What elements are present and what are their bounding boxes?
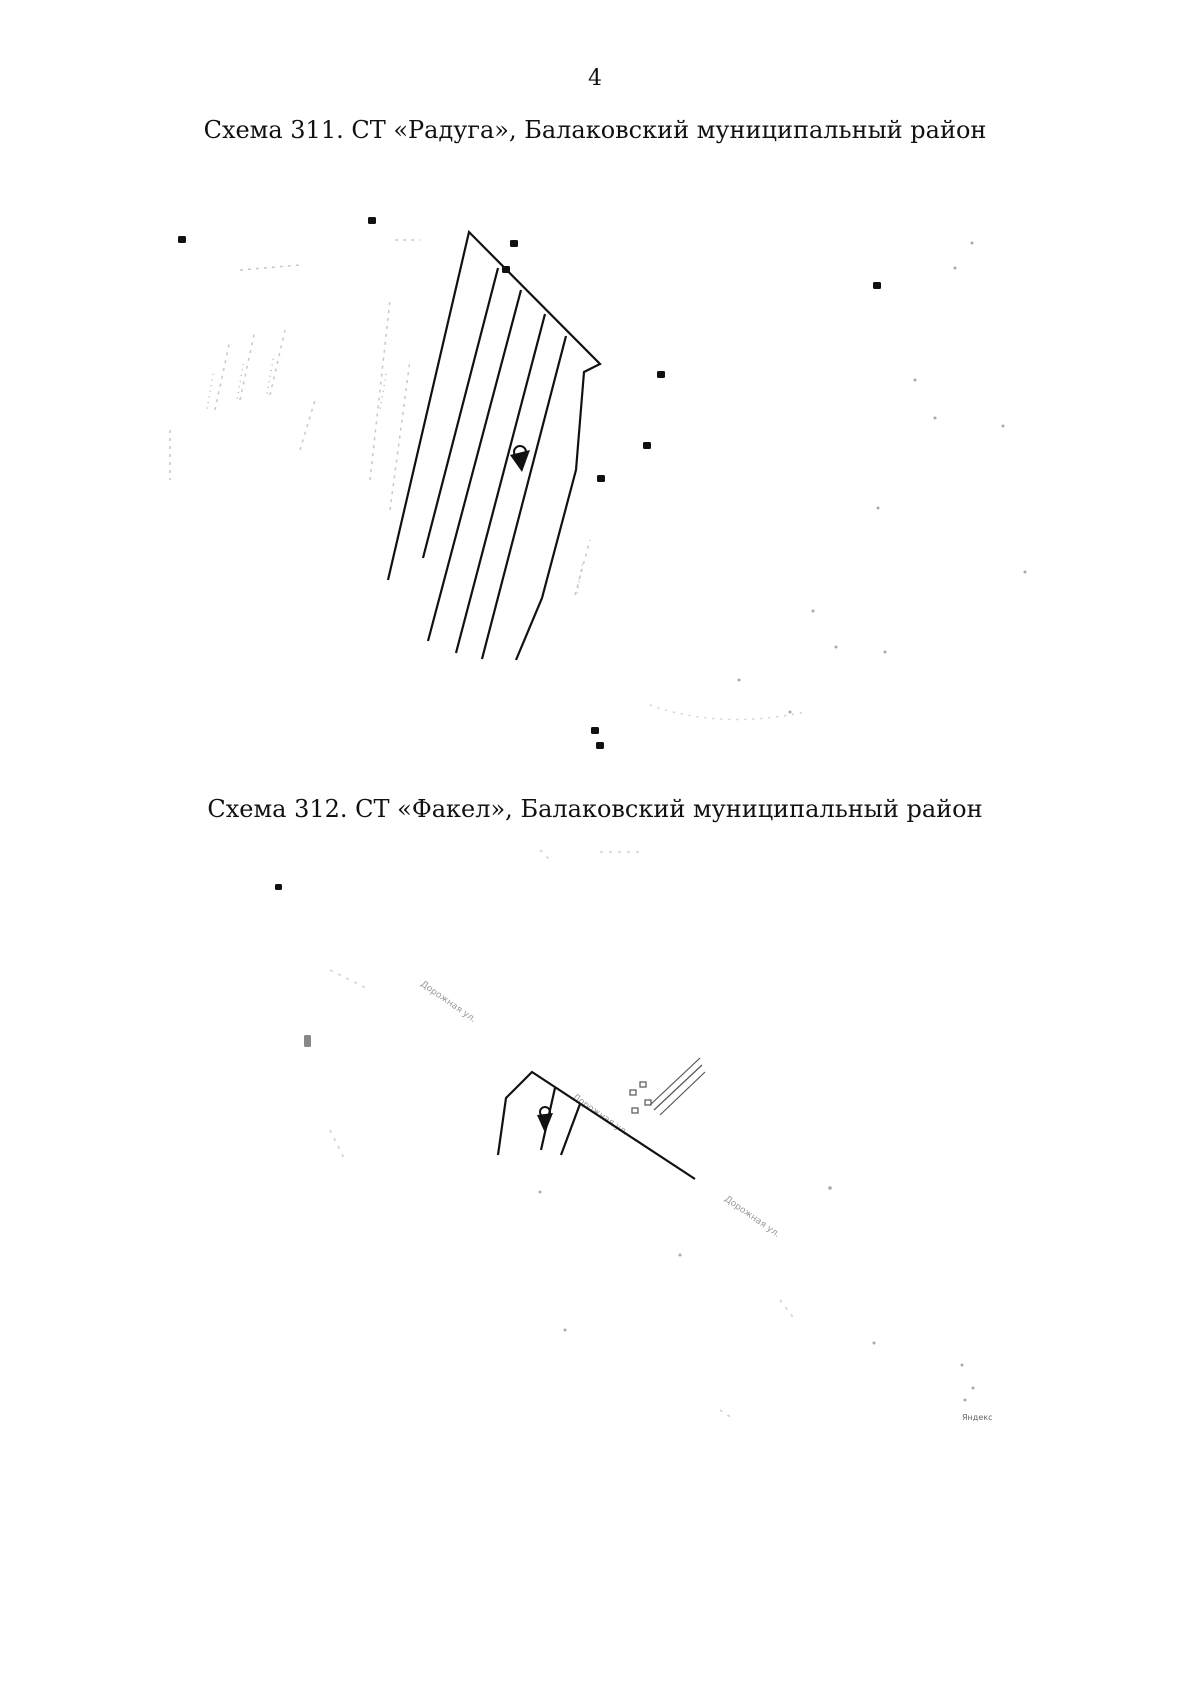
- location-marker-icon: [510, 446, 530, 472]
- scheme-311-map: [0, 200, 1200, 780]
- poi-icon: [304, 1035, 311, 1047]
- street-label-dorozhnaya-1: Дорожная ул.: [418, 979, 478, 1026]
- poi-icon: [643, 442, 651, 449]
- background-specks: [738, 242, 1027, 714]
- poi-icon: [597, 475, 605, 482]
- poi-icon: [275, 884, 282, 890]
- poi-icon: [510, 240, 518, 247]
- scheme-312-caption: Схема 312. СТ «Факел», Балаковский муниципальный район: [207, 795, 983, 823]
- background-street-fragments: [330, 850, 795, 1420]
- poi-icon: [368, 217, 376, 224]
- map-watermark: Яндекс: [962, 1413, 993, 1422]
- street-label: · · · · · · ·: [203, 372, 220, 411]
- street-label-dorozhnaya-2: Дорожная ул.: [570, 1092, 630, 1139]
- plot-boundary: [498, 1072, 695, 1179]
- scheme-312-map: [0, 840, 1200, 1460]
- street-label: · · · · · · ·: [233, 362, 250, 401]
- poi-icon: [596, 742, 604, 749]
- background-street-fragments: [170, 240, 590, 595]
- page-number: 4: [588, 66, 602, 91]
- poi-icon: [657, 371, 665, 378]
- scheme-311-caption: Схема 311. СТ «Радуга», Балаковский муниципальный район: [203, 116, 987, 144]
- street-label: · · · · · · ·: [376, 372, 393, 411]
- poi-icon: [178, 236, 186, 243]
- street-label: · · · · · ·: [573, 562, 589, 596]
- poi-icons: [275, 884, 311, 1047]
- buildings-cluster: [630, 1058, 705, 1115]
- poi-icon: [873, 282, 881, 289]
- street-label-dorozhnaya-3: Дорожная ул.: [722, 1194, 782, 1241]
- plot-boundary: [388, 232, 600, 660]
- background-road-fragment: [650, 705, 805, 720]
- poi-icon: [502, 266, 510, 273]
- poi-icon: [591, 727, 599, 734]
- location-marker-icon: [537, 1107, 553, 1133]
- street-label: · · · · · · ·: [263, 357, 280, 396]
- poi-icons: [178, 217, 881, 749]
